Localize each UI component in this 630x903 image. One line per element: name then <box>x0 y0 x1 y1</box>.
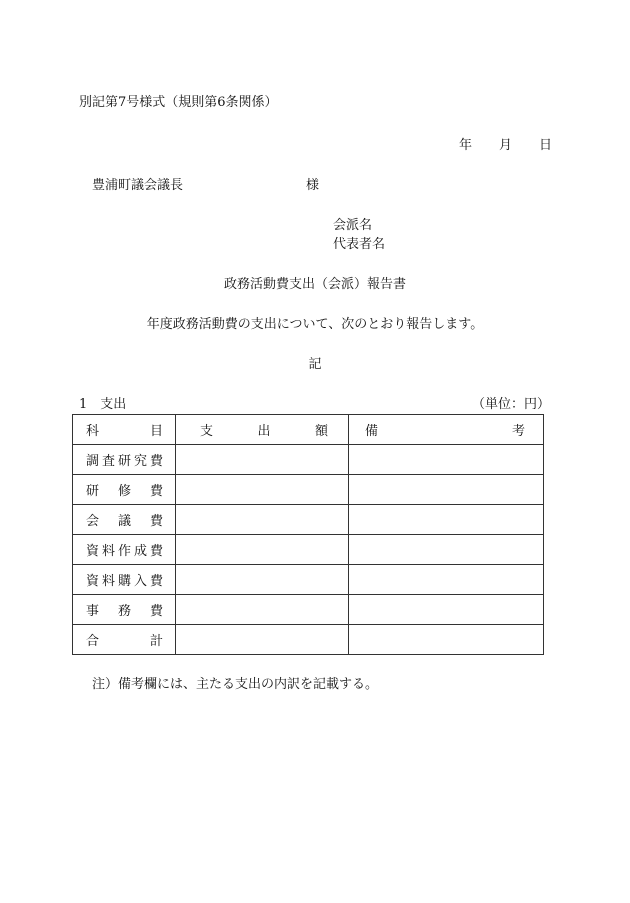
item-label: 会 議 費 <box>86 514 163 529</box>
item-cell <box>73 565 176 595</box>
amount-cell[interactable] <box>176 505 349 535</box>
table-row <box>73 595 544 625</box>
header-amount-label: 支 出 額 <box>200 424 328 439</box>
item-label: 調 査 研 究 費 <box>86 454 163 469</box>
item-cell <box>73 595 176 625</box>
date-month-label: 月 <box>499 138 513 153</box>
expense-table <box>72 414 544 655</box>
header-item-label: 科 目 <box>86 424 163 439</box>
amount-cell[interactable] <box>176 445 349 475</box>
amount-cell[interactable] <box>176 475 349 505</box>
representative-name-label: 代表者名 <box>333 237 386 252</box>
amount-cell[interactable] <box>176 535 349 565</box>
header-item <box>73 415 176 445</box>
header-amount <box>176 415 349 445</box>
total-remark-cell[interactable] <box>349 625 544 655</box>
table-row <box>73 505 544 535</box>
total-amount-cell[interactable] <box>176 625 349 655</box>
date-line <box>459 138 552 154</box>
remark-cell[interactable] <box>349 595 544 625</box>
remark-cell[interactable] <box>349 565 544 595</box>
document-title: 政務活動費支出（会派）報告書 <box>223 277 406 292</box>
faction-name-label: 会派名 <box>333 218 373 233</box>
item-label: 資 料 作 成 費 <box>86 544 163 559</box>
addressee-honorific: 様 <box>306 178 320 193</box>
total-row <box>73 625 544 655</box>
item-cell <box>73 535 176 565</box>
item-cell <box>73 505 176 535</box>
header-remark <box>349 415 544 445</box>
intro-text: 年度政務活動費の支出について、次のとおり報告します。 <box>146 317 484 332</box>
date-year-label: 年 <box>459 138 473 153</box>
table-row <box>73 565 544 595</box>
remark-cell[interactable] <box>349 445 544 475</box>
ki-marker: 記 <box>308 357 322 372</box>
item-cell <box>73 445 176 475</box>
item-label: 事 務 費 <box>86 604 163 619</box>
item-label: 資 料 購 入 費 <box>86 574 163 589</box>
table-row <box>73 445 544 475</box>
addressee-name: 豊浦町議会議長 <box>92 178 184 193</box>
remark-cell[interactable] <box>349 505 544 535</box>
table-row <box>73 475 544 505</box>
date-day-label: 日 <box>539 138 553 153</box>
total-label: 合 計 <box>86 634 163 649</box>
form-label: 別記第7号様式（規則第6条関係） <box>79 95 278 110</box>
footnote: 注）備考欄には、主たる支出の内訳を記載する。 <box>92 677 379 692</box>
section-heading: 1 支出 <box>79 397 127 412</box>
amount-cell[interactable] <box>176 595 349 625</box>
unit-label: （単位：円） <box>471 397 550 412</box>
item-cell <box>73 475 176 505</box>
item-label: 研 修 費 <box>86 484 163 499</box>
header-remark-label: 備 考 <box>365 424 525 439</box>
remark-cell[interactable] <box>349 535 544 565</box>
table-header-row <box>73 415 544 445</box>
amount-cell[interactable] <box>176 565 349 595</box>
table-row <box>73 535 544 565</box>
remark-cell[interactable] <box>349 475 544 505</box>
total-label-cell <box>73 625 176 655</box>
